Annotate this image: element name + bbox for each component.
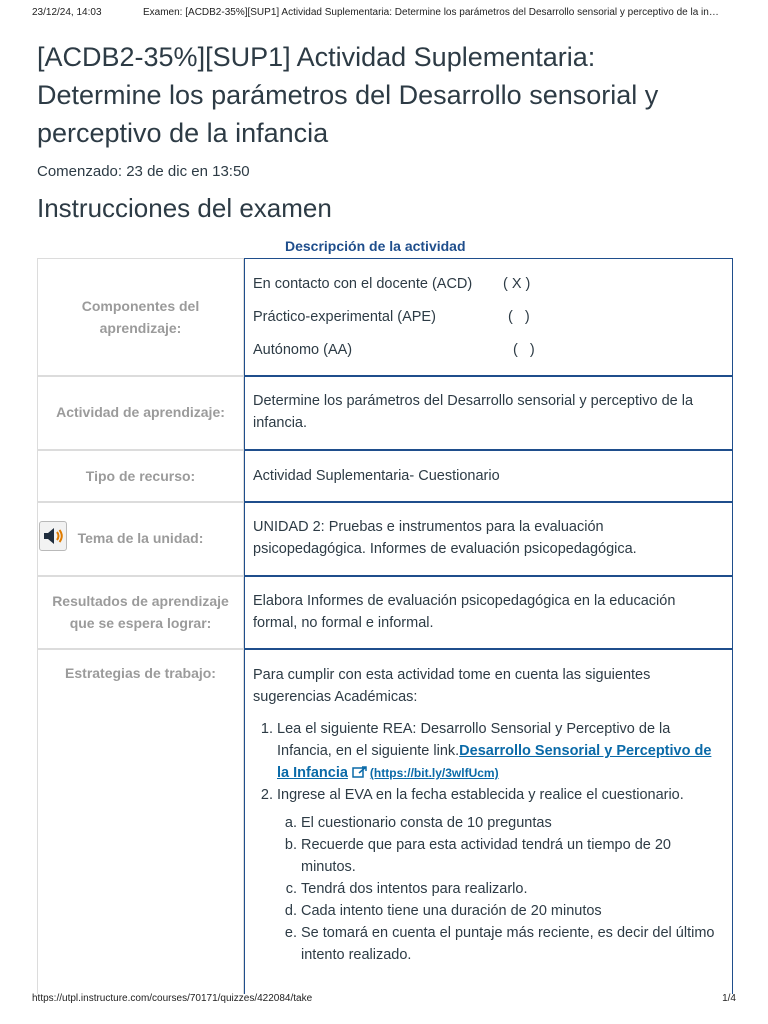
- table-row-unit: [37, 502, 733, 576]
- strategy-step-2-text: Ingrese al EVA en la fecha establecida y realice el cuestionario.: [277, 787, 684, 803]
- quiz-title-line-1: [ACDB2-35%][SUP1] Actividad Suplementaria:: [37, 42, 596, 72]
- sub-item-d: d. Cada intento tiene una duración de 20 minutos: [301, 900, 723, 922]
- sub-item-e: e. Se tomará en cuenta el puntaje más reciente, es decir del último intento realizado.: [301, 922, 723, 966]
- print-footer-url: https://utpl.instructure.com/courses/70171/quizzes/422084/take: [32, 993, 313, 1004]
- activity-value: [244, 376, 733, 450]
- unit-label-text: Tema de la unidad:: [77, 530, 204, 546]
- table-row-results: [37, 576, 733, 649]
- print-datetime: 23/12/24, 14:03: [32, 7, 102, 18]
- results-label-line-2: que se espera lograr:: [69, 615, 212, 631]
- rea-short-url-link[interactable]: (https://bit.ly/3wlfUcm): [369, 766, 499, 780]
- component-ape-label: Práctico-experimental (APE): [253, 309, 436, 325]
- strategies-label-text: Estrategias de trabajo:: [65, 665, 216, 681]
- results-value-line-2: formal, no formal e informal.: [253, 615, 434, 631]
- table-row-components: [37, 258, 733, 376]
- results-label-line-1: Resultados de aprendizaje: [52, 593, 229, 609]
- components-label: [37, 258, 244, 376]
- components-value: [244, 258, 733, 376]
- strategy-step-2: [277, 784, 723, 966]
- table-row-strategies: [37, 649, 733, 994]
- sub-item-b: b. Recuerde que para esta actividad tendrá un tiempo de 20 minutos.: [301, 834, 723, 878]
- strategy-step-1: [277, 718, 723, 784]
- activity-value-line-1: Determine los parámetros del Desarrollo sensorial y perceptivo de la: [253, 393, 694, 409]
- unit-label: [37, 502, 244, 576]
- results-label: [37, 576, 244, 649]
- component-acd-label: En contacto con el docente (ACD): [253, 276, 473, 292]
- strategies-value: [244, 649, 733, 994]
- print-doc-title: Examen: [ACDB2-35%][SUP1] Actividad Suplementaria: Determine los parámetros del Desarrollo sensorial y perceptivo de la in…: [143, 7, 719, 18]
- unit-value: [244, 502, 733, 576]
- quiz-title: [37, 38, 737, 152]
- results-value-line-1: Elabora Informes de evaluación psicopedagógica en la educación: [253, 593, 676, 609]
- strategy-sub-list: [277, 812, 723, 966]
- resource-label: [37, 450, 244, 502]
- table-row-activity: [37, 376, 733, 450]
- unit-value-line-2: psicopedagógica. Informes de evaluación psicopedagógica.: [253, 541, 637, 557]
- resource-value-text: Actividad Suplementaria- Cuestionario: [253, 468, 500, 484]
- component-acd-mark: ( X ): [503, 276, 531, 292]
- started-timestamp: Comenzado: 23 de dic en 13:50: [37, 163, 250, 180]
- print-page-number: 1/4: [722, 993, 736, 1004]
- activity-label: [37, 376, 244, 450]
- components-label-line-2: aprendizaje:: [99, 320, 182, 336]
- resource-value: [244, 450, 733, 502]
- component-aa-label: Autónomo (AA): [253, 342, 353, 358]
- strategies-intro: [253, 664, 723, 708]
- activity-label-text: Actividad de aprendizaje:: [56, 404, 225, 420]
- strategies-list: [253, 718, 723, 966]
- quiz-title-line-3: perceptivo de la infancia: [37, 118, 329, 148]
- strategies-intro-line-2: sugerencias Académicas:: [253, 689, 418, 705]
- rea-link[interactable]: Desarrollo Sensorial y Perceptivo de la Infancia: [277, 743, 712, 781]
- strategies-intro-line-1: Para cumplir con esta actividad tome en cuenta las siguientes: [253, 667, 651, 683]
- component-aa-mark: ( ): [513, 342, 535, 358]
- sub-item-c: c. Tendrá dos intentos para realizarlo.: [301, 878, 723, 900]
- components-label-line-1: Componentes del: [81, 298, 200, 314]
- sub-item-a: a. El cuestionario consta de 10 preguntas: [301, 812, 723, 834]
- external-link-icon[interactable]: [352, 765, 368, 779]
- unit-value-line-1: UNIDAD 2: Pruebas e instrumentos para la evaluación: [253, 519, 604, 535]
- results-value: [244, 576, 733, 649]
- quiz-title-line-2: Determine los parámetros del Desarrollo sensorial y: [37, 80, 659, 110]
- print-footer: [0, 993, 768, 1013]
- table-row-resource: [37, 450, 733, 502]
- component-ape-mark: ( ): [508, 309, 530, 325]
- activity-value-line-2: infancia.: [253, 415, 308, 431]
- resource-label-text: Tipo de recurso:: [85, 468, 196, 484]
- strategy-step-1-text: Lea el siguiente REA: Desarrollo Sensorial y Perceptivo de la Infancia, en el siguiente link.: [277, 721, 671, 759]
- print-header: [0, 0, 768, 22]
- instructions-heading: Instrucciones del examen: [37, 193, 332, 223]
- strategies-label: [37, 649, 244, 994]
- activity-description-heading: Descripción de la actividad: [285, 238, 466, 254]
